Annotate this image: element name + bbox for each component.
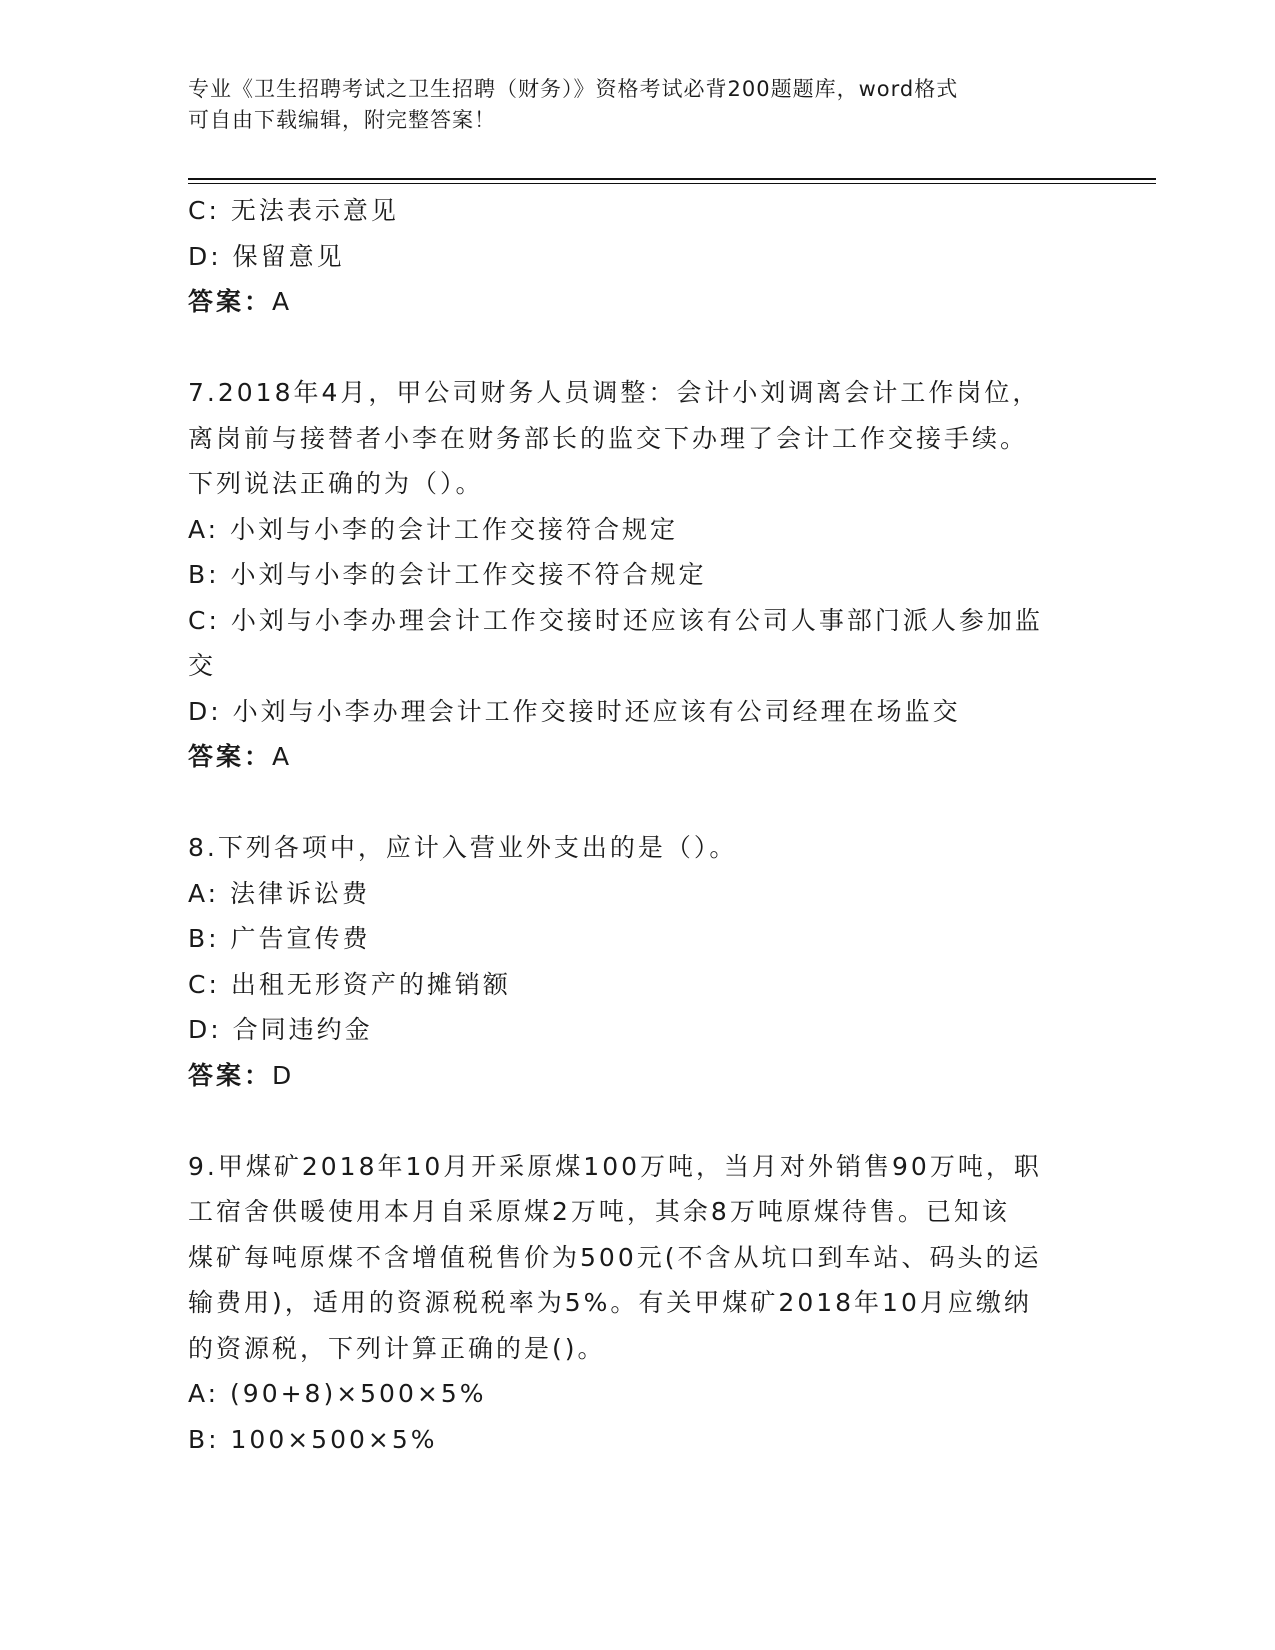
q9-option-a: A: (90+8)×500×5%	[188, 1379, 487, 1408]
q7-stem-line-1: 7.2018年4月，甲公司财务人员调整：会计小刘调离会计工作岗位，	[188, 378, 1041, 407]
header-rule-thin	[188, 183, 1156, 184]
question-content	[188, 188, 1088, 1462]
q9-stem-line-1: 9.甲煤矿2018年10月开采原煤100万吨，当月对外销售90万吨，职	[188, 1151, 1042, 1181]
prev-option-c: C: 无法表示意见	[188, 196, 399, 225]
answer-value: A	[272, 742, 293, 771]
q7-option-d: D: 小刘与小李办理会计工作交接时还应该有公司经理在场监交	[188, 696, 961, 726]
prev-option-d: D: 保留意见	[188, 241, 345, 271]
header-rule-thick	[188, 178, 1156, 180]
spacer	[188, 780, 1088, 826]
prev-answer	[188, 279, 1088, 325]
q9-stem-line-2: 工宿舍供暖使用本月自采原煤2万吨，其余8万吨原煤待售。已知该	[188, 1197, 1010, 1226]
answer-value: A	[272, 287, 293, 316]
answer-label: 答案：	[188, 287, 273, 316]
q9-stem-line-5: 的资源税，下列计算正确的是()。	[188, 1333, 606, 1363]
q8-option-b: B: 广告宣传费	[188, 924, 371, 953]
q9-stem-line-4: 输费用)，适用的资源税税率为5%。有关甲煤矿2018年10月应缴纳	[188, 1288, 1032, 1317]
q7-answer	[188, 734, 1088, 780]
q8-option-a: A: 法律诉讼费	[188, 878, 371, 908]
q7-option-c-line-2: 交	[188, 651, 217, 680]
q7-stem-line-2: 离岗前与接替者小李在财务部长的监交下办理了会计工作交接手续。	[188, 423, 1029, 453]
spacer	[188, 1098, 1088, 1144]
answer-label: 答案：	[188, 1060, 273, 1090]
answer-label: 答案：	[188, 742, 273, 771]
q8-stem: 8.下列各项中，应计入营业外支出的是（）。	[188, 833, 738, 862]
q8-option-c: C: 出租无形资产的摊销额	[188, 969, 511, 999]
q7-stem-line-3: 下列说法正确的为（）。	[188, 469, 484, 498]
spacer	[188, 325, 1088, 371]
answer-value: D	[272, 1060, 295, 1090]
q9-stem-line-3: 煤矿每吨原煤不含增值税售价为500元(不含从坑口到车站、码头的运	[188, 1242, 1042, 1272]
header-line-2: 可自由下载编辑，附完整答案！	[188, 108, 496, 132]
q7-option-b: B: 小刘与小李的会计工作交接不符合规定	[188, 560, 707, 589]
q8-answer	[188, 1053, 1088, 1099]
q9-option-b: B: 100×500×5%	[188, 1424, 438, 1454]
q7-option-c-line-1: C: 小刘与小李办理会计工作交接时还应该有公司人事部门派人参加监	[188, 605, 1043, 635]
q7-option-a: A: 小刘与小李的会计工作交接符合规定	[188, 514, 679, 544]
q8-option-d: D: 合同违约金	[188, 1015, 373, 1044]
page-header	[188, 74, 1068, 136]
header-line-1: 专业《卫生招聘考试之卫生招聘（财务）》资格考试必背200题题库，word格式	[188, 77, 959, 101]
